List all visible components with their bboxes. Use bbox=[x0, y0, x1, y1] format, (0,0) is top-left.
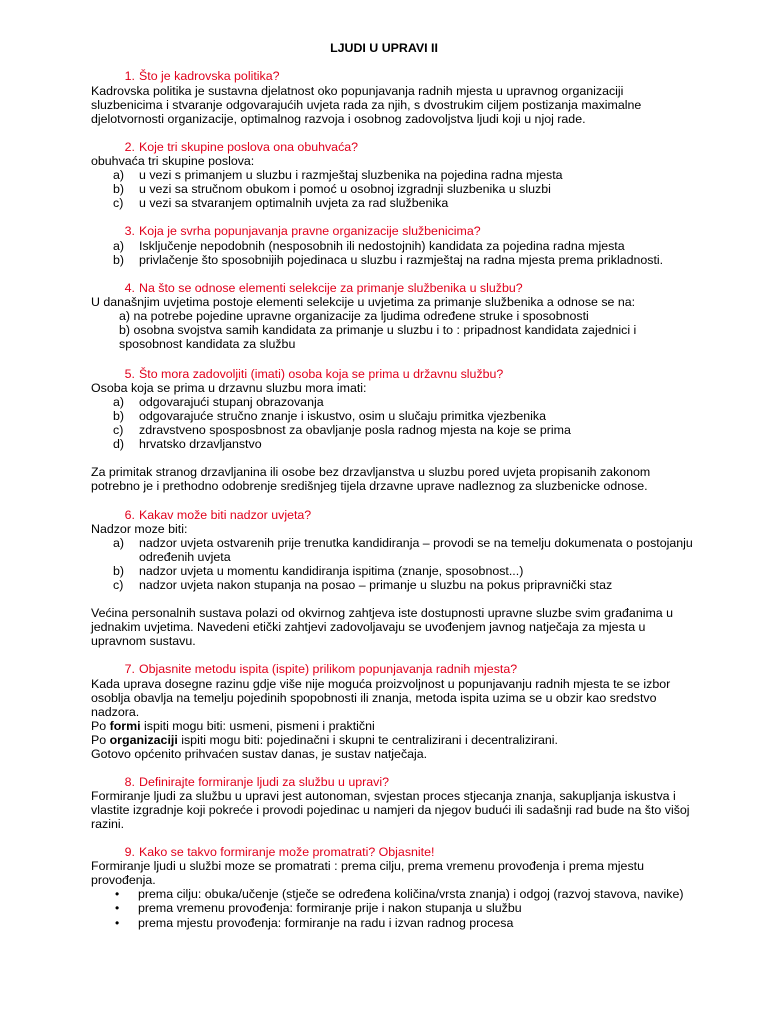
answer-line: a) na potrebe pojedine upravne organizacije za ljudima određene struke i sposobnosti bbox=[119, 309, 589, 323]
document-title: LJUDI U UPRAVI II bbox=[330, 41, 438, 55]
question-number: 7. bbox=[124, 662, 135, 676]
bold-term: organizaciji bbox=[109, 733, 178, 747]
question-9 bbox=[124, 845, 435, 859]
bullet-item: • prema mjestu provođenja: formiranje na radu i izvan radnog procesa bbox=[138, 916, 513, 930]
question-number: 6. bbox=[124, 508, 135, 522]
list-item bbox=[113, 536, 693, 550]
list-marker: c) bbox=[113, 578, 124, 592]
question-text: Koja je svrha popunjavanja pravne organizacije službenicima? bbox=[139, 224, 481, 238]
answer-intro: U današnjim uvjetima postoje elementi selekcije u uvjetima za primanje službenika a odnose se na: bbox=[91, 295, 636, 309]
list-marker: c) bbox=[113, 423, 124, 437]
answer-line bbox=[91, 733, 558, 747]
list-item-text: u vezi sa stvaranjem optimalnih uvjeta za rad službenika bbox=[139, 196, 449, 210]
question-3 bbox=[124, 224, 481, 238]
answer-line: provođenja. bbox=[91, 873, 156, 887]
answer-line: Gotovo općenito prihvaćen sustav danas, je sustav natječaja. bbox=[91, 747, 428, 761]
list-marker: b) bbox=[113, 253, 125, 267]
question-text: Koje tri skupine poslova ona obuhvaća? bbox=[139, 140, 359, 154]
list-marker: b) bbox=[113, 182, 125, 196]
answer-line: razini. bbox=[91, 817, 125, 831]
answer-intro: Nadzor moze biti: bbox=[91, 522, 188, 536]
list-item-text: zdravstveno sposposbnost za obavljanje posla radnog mjesta na koje se prima bbox=[139, 423, 571, 437]
question-number: 8. bbox=[124, 775, 135, 789]
bold-term: formi bbox=[109, 719, 141, 733]
answer-line: nadzora. bbox=[91, 705, 140, 719]
paragraph-line: upravnom sustavu. bbox=[91, 634, 196, 648]
paragraph-line: Za primitak stranog drzavljanina ili osobe bez drzavljanstva u sluzbu pored uvjeta propisanih zakonom bbox=[91, 465, 651, 479]
list-item bbox=[113, 253, 664, 267]
list-marker: a) bbox=[113, 395, 125, 409]
answer-line: djelotvornosti organizacije, optimalnog razvoja i osobnog zadovoljstva ljudi koji u njoj rade. bbox=[91, 112, 586, 126]
list-item-text: u vezi s primanjem u sluzbu i razmještaj sluzbenika na pojedina radna mjesta bbox=[139, 168, 563, 182]
list-item bbox=[113, 437, 262, 451]
question-4 bbox=[124, 281, 523, 295]
list-item-text: Isključenje nepodobnih (nesposobnih ili nedostojnih) kandidata za pojedina radna mjesta bbox=[139, 239, 625, 253]
question-number: 1. bbox=[124, 69, 135, 83]
question-text: Objasnite metodu ispita (ispite) prilikom popunjavanja radnih mjesta? bbox=[139, 662, 518, 676]
question-text: Što je kadrovska politika? bbox=[139, 69, 280, 83]
list-item bbox=[113, 395, 324, 409]
answer-intro: Osoba koja se prima u drzavnu sluzbu mora imati: bbox=[91, 381, 367, 395]
question-number: 5. bbox=[124, 367, 135, 381]
bullet-item: • prema vremenu provođenja: formiranje prije i nakon stupanja u službu bbox=[138, 901, 522, 915]
list-item-text: nadzor uvjeta ostvarenih prije trenutka kandidiranja – provodi se na temelju dokumenata o postojanju bbox=[139, 536, 693, 550]
list-item-text: privlačenje što sposobnijih pojedinaca u sluzbu i razmještaj na radna mjesta prema prikladnosti. bbox=[139, 253, 664, 267]
list-marker: a) bbox=[113, 168, 125, 182]
question-text: Što mora zadovoljiti (imati) osoba koja se prima u državnu službu? bbox=[139, 367, 504, 381]
question-text: Kakav može biti nadzor uvjeta? bbox=[139, 508, 312, 522]
list-item bbox=[113, 239, 625, 253]
answer-line: b) osobna svojstva samih kandidata za primanje u sluzbu i to : pripadnost kandidata zajednici i bbox=[119, 323, 637, 337]
question-8 bbox=[124, 775, 389, 789]
list-item bbox=[139, 550, 231, 564]
answer-line: Kada uprava dosegne razinu gdje više nije moguća proizvoljnost u popunjavanju radnih mjesta te se izbor bbox=[91, 677, 671, 691]
question-text: Definirajte formiranje ljudi za službu u upravi? bbox=[139, 775, 389, 789]
question-5 bbox=[124, 367, 504, 381]
paragraph-line: Većina personalnih sustava polazi od okvirnog zahtjeva iste dostupnosti upravne sluzbe svim građanima u bbox=[91, 606, 674, 620]
list-item bbox=[113, 409, 547, 423]
question-number: 9. bbox=[124, 845, 135, 859]
list-item-text: određenih uvjeta bbox=[139, 550, 231, 564]
list-marker: a) bbox=[113, 536, 125, 550]
question-number: 2. bbox=[124, 140, 135, 154]
list-marker: b) bbox=[113, 564, 125, 578]
list-item bbox=[113, 423, 571, 437]
question-7 bbox=[124, 662, 518, 676]
list-marker: b) bbox=[113, 409, 125, 423]
list-item-text: odgovarajući stupanj obrazovanja bbox=[139, 395, 324, 409]
list-marker: a) bbox=[113, 239, 125, 253]
answer-line: osoblja obavlja na temelju pojedinih spopobnosti ili znanja, metoda ispita uzima se u obzir kao sredstvo bbox=[91, 691, 657, 705]
paragraph-line: jednakim uvjetima. Navedeni etički zahtjevi zadovoljavaju se uvođenjem javnog natječaja za mjesta u bbox=[91, 620, 646, 634]
list-item bbox=[113, 168, 563, 182]
answer-intro: obuhvaća tri skupine poslova: bbox=[91, 154, 255, 168]
list-marker: c) bbox=[113, 196, 124, 210]
paragraph-line: potrebno je i prethodno odobrenje središnjeg tijela drzavne uprave nadleznog za sluzbenicke odnose. bbox=[91, 479, 648, 493]
answer-line: sluzbenicima i stvaranje odgovarajućih uvjeta rada za njih, s dvostrukim ciljem postizanja maximalne bbox=[91, 98, 642, 112]
answer-line: Kadrovska politika je sustavna djelatnost oko popunjavanja radnih mjesta u upravnog organizaciji bbox=[91, 84, 624, 98]
bullet-item: • prema cilju: obuka/učenje (stječe se određena količina/vrsta znanja) i odgoj (razvoj stavova, navike) bbox=[138, 887, 683, 901]
text-run: ispiti mogu biti: usmeni, pismeni i praktični bbox=[140, 719, 375, 733]
answer-line bbox=[91, 719, 375, 733]
list-marker: d) bbox=[113, 437, 125, 451]
question-6 bbox=[124, 508, 312, 522]
list-item-text: nadzor uvjeta nakon stupanja na posao – primanje u sluzbu na pokus pripravnički staz bbox=[139, 578, 613, 592]
list-item-text: nadzor uvjeta u momentu kandidiranja ispitima (znanje, sposobnost...) bbox=[139, 564, 524, 578]
question-2 bbox=[124, 140, 359, 154]
text-run: ispiti mogu biti: pojedinačni i skupni te centralizirani i decentralizirani. bbox=[177, 733, 558, 747]
question-text: Na što se odnose elementi selekcije za primanje službenika u službu? bbox=[139, 281, 523, 295]
answer-line: sposobnost kandidata za službu bbox=[119, 337, 296, 351]
question-text: Kako se takvo formiranje može promatrati? Objasnite! bbox=[139, 845, 435, 859]
list-item bbox=[113, 564, 524, 578]
text-run: Po bbox=[91, 733, 110, 747]
answer-line: Formiranje ljudi u službi moze se promatrati : prema cilju, prema vremenu provođenja i prema mjestu bbox=[91, 859, 644, 873]
question-number: 4. bbox=[124, 281, 135, 295]
question-1 bbox=[124, 69, 280, 83]
question-number: 3. bbox=[124, 224, 135, 238]
answer-line: vlastite izgradnje koji pokreće i provodi pojedinac u namjeri da njegov budući ili sadašnji rad bude na što višoj bbox=[91, 803, 690, 817]
list-item bbox=[113, 196, 449, 210]
list-item-text: u vezi sa stručnom obukom i pomoć u osobnoj izgradnji sluzbenika u sluzbi bbox=[139, 182, 551, 196]
list-item bbox=[113, 578, 613, 592]
list-item bbox=[113, 182, 551, 196]
text-run: Po bbox=[91, 719, 110, 733]
answer-line: Formiranje ljudi za službu u upravi jest autonoman, svjestan proces stjecanja znanja, sakupljanja iskustva i bbox=[91, 789, 676, 803]
list-item-text: odgovarajuće stručno znanje i iskustvo, osim u slučaju primitka vjezbenika bbox=[139, 409, 547, 423]
list-item-text: hrvatsko drzavljanstvo bbox=[139, 437, 262, 451]
